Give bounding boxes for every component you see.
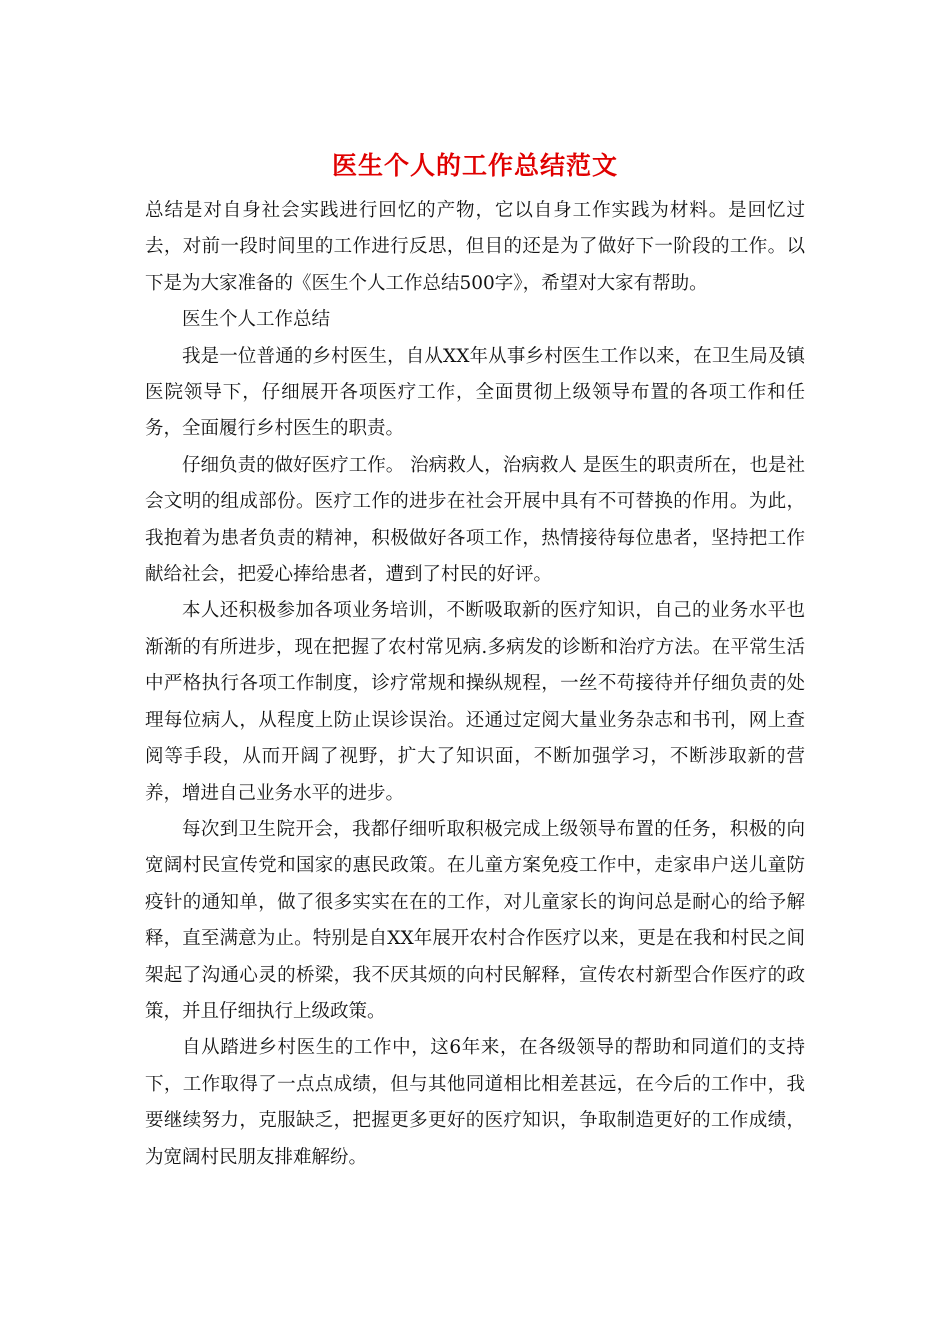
body-paragraph: 每次到卫生院开会，我都仔细听取积极完成上级领导布置的任务，积极的向宽阔村民宣传党和国家的惠民政策。在儿童方案免疫工作中，走家串户送儿童防疫针的通知单，做了很多实实在在的工作，对儿童家长的询问总是耐心的给予解释，直至满意为止。特别是自XX年展开农村合作医疗以来，更是在我和村民之间架起了沟通心灵的桥梁，我不厌其烦的向村民解释，宣传农村新型合作医疗的政策，并且仔细执行上级政策。 [145,818,805,1022]
body-paragraph: 自从踏进乡村医生的工作中，这6年来，在各级领导的帮助和同道们的支持下，工作取得了一点点成绩，但与其他同道相比相差甚远，在今后的工作中，我要继续努力，克服缺乏，把握更多更好的医疗知识，争取制造更好的工作成绩，为宽阔村民朋友排难解纷。 [145,1037,805,1168]
document-title: 医生个人的工作总结范文 [331,151,618,180]
section-subtitle: 医生个人工作总结 [182,309,331,331]
document-body [145,193,805,1176]
body-paragraph: 本人还积极参加各项业务培训，不断吸取新的医疗知识，自己的业务水平也渐渐的有所进步，现在把握了农村常见病.多病发的诊断和治疗方法。在平常生活中严格执行各项工作制度，诊疗常规和操纵规程，一丝不苟接待并仔细负责的处理每位病人，从程度上防止误诊误治。还通过定阅大量业务杂志和书刊，网上查阅等手段，从而开阔了视野，扩大了知识面，不断加强学习，不断涉取新的营养，增进自己业务水平的进步。 [145,600,805,804]
body-paragraph: 仔细负责的做好医疗工作。 治病救人，治病救人 是医生的职责所在，也是社会文明的组成部份。医疗工作的进步在社会开展中具有不可替换的作用。为此，我抱着为患者负责的精神，积极做好各项工作，热情接待每位患者，坚持把工作献给社会，把爱心捧给患者，遭到了村民的好评。 [145,454,805,586]
intro-paragraph: 总结是对自身社会实践进行回忆的产物，它以自身工作实践为材料。是回忆过去，对前一段时间里的工作进行反思，但目的还是为了做好下一阶段的工作。以下是为大家准备的《医生个人工作总结500字》，希望对大家有帮助。 [145,200,805,294]
body-paragraph: 我是一位普通的乡村医生，自从XX年从事乡村医生工作以来，在卫生局及镇医院领导下，仔细展开各项医疗工作，全面贯彻上级领导布置的各项工作和任务，全面履行乡村医生的职责。 [145,345,805,440]
